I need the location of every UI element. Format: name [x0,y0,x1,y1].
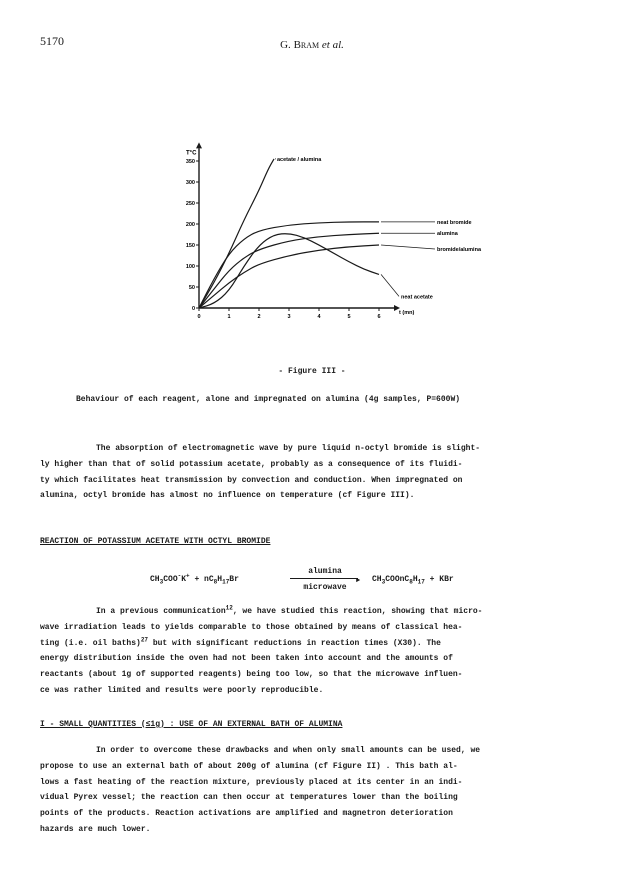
paragraph-absorption [40,441,584,504]
temperature-chart-svg [165,140,482,340]
text-line: reactants (about 1g of supported reagents) being too low, so that the microwave influen- [40,670,463,680]
paragraph-external-bath [40,743,584,838]
reaction-equation [150,564,490,594]
figure-iii-chart [165,140,482,340]
reaction-arrow [290,578,358,579]
text-line: points of the products. Reaction activations are amplified and magnetron deterioration [40,809,453,819]
reaction-arrow-head: ► [356,577,361,585]
y-axis-arrow [196,142,202,148]
x-tick-label: 5 [347,314,351,320]
reference-12: 12 [225,604,233,612]
section-title-small-quantities: I - SMALL QUANTITIES (≤1g) : USE OF AN EXTERNAL BATH OF ALUMINA [40,720,343,729]
series-leader [381,274,399,296]
page-number: 5170 [40,34,64,48]
x-tick-label: 1 [227,314,231,320]
series-leader [381,245,435,249]
text-line: lows a fast heating of the reaction mixture, previously placed at its center in an indi- [40,777,463,787]
figure-label: - Figure III - [278,367,346,376]
x-tick-label: 2 [257,314,261,320]
series-line-neat-acetate [199,234,379,308]
text-line: ty which facilitates heat transmission by convection and conduction. When impregnated on [40,475,463,485]
series-label: neat bromide [437,219,472,226]
y-tick-label: 50 [188,285,195,291]
y-tick-label: 300 [185,180,195,186]
text-line: In a previous communication$^{12}$, we have studied this reaction, showing that micro- [96,604,483,616]
text-line: In order to overcome these drawbacks and when only small amounts can be used, we [96,746,481,755]
text-line: energy distribution inside the oven had not been taken into account and the amounts of [40,654,453,664]
reaction-products: $CH_3COOnC_8H_{17}$ + KBr [372,575,454,586]
author-suffix: et al. [319,39,344,51]
author-name: Bram [293,39,320,51]
series-label: acetate / alumina [277,156,322,163]
text-line: propose to use an external bath of about 200g of alumina (cf Figure II) . This bath al- [40,761,458,771]
text-line: hazards are much lower. [40,824,151,834]
reaction-reactants: $CH_3COO^-K^+ + nC_8H_{17}Br$ [150,572,239,586]
series-label: alumina [437,231,458,238]
text-line: ly higher than that of solid potassium acetate, probably as a consequence of its fluidi- [40,459,463,469]
x-tick-label: 6 [377,314,381,320]
text-line: vidual Pyrex vessel; the reaction can then occur at temperatures lower than the boiling [40,793,458,803]
x-axis-label: t (mn) [399,310,415,316]
y-tick-label: 100 [185,264,195,270]
reaction-condition: microwave [303,583,347,592]
y-tick-label: 150 [185,243,195,249]
x-tick-label: 3 [287,314,291,320]
reaction-catalyst: alumina [308,567,342,576]
series-line-bromide-alumina [199,245,379,308]
y-axis-label: T°C [186,150,197,157]
y-tick-label: 0 [191,306,195,312]
text-line: ting (i.e. oil baths)$^{27}$ but with significant reductions in reaction times (X30). The [40,635,441,648]
running-head [0,39,624,51]
y-tick-label: 250 [185,201,195,207]
figure-caption: Behaviour of each reagent, alone and impregnated on alumina (4g samples, P=600W) [76,395,461,404]
text-line: ce was rather limited and results were poorly reproducible. [40,685,324,695]
section-title-reaction: REACTION OF POTASSIUM ACETATE WITH OCTYL BROMIDE [40,537,271,546]
y-tick-label: 200 [185,222,195,228]
x-tick-label: 4 [317,314,321,320]
paragraph-previous-communication [40,604,584,699]
author-prefix: G. [280,39,294,51]
series-label: neat acetate [401,294,433,301]
series-label: bromide/alumina [437,247,482,253]
reference-27: 27 [140,635,149,643]
series-line-alumina [199,233,379,308]
x-tick-label: 0 [197,314,201,320]
y-tick-label: 350 [185,159,195,165]
text-line: wave irradiation leads to yields comparable to those obtained by means of classical hea- [40,622,463,632]
text-line: The absorption of electromagnetic wave by pure liquid n-octyl bromide is slight- [96,444,481,453]
text-line: alumina, octyl bromide has almost no influence on temperature (cf Figure III). [40,491,415,501]
